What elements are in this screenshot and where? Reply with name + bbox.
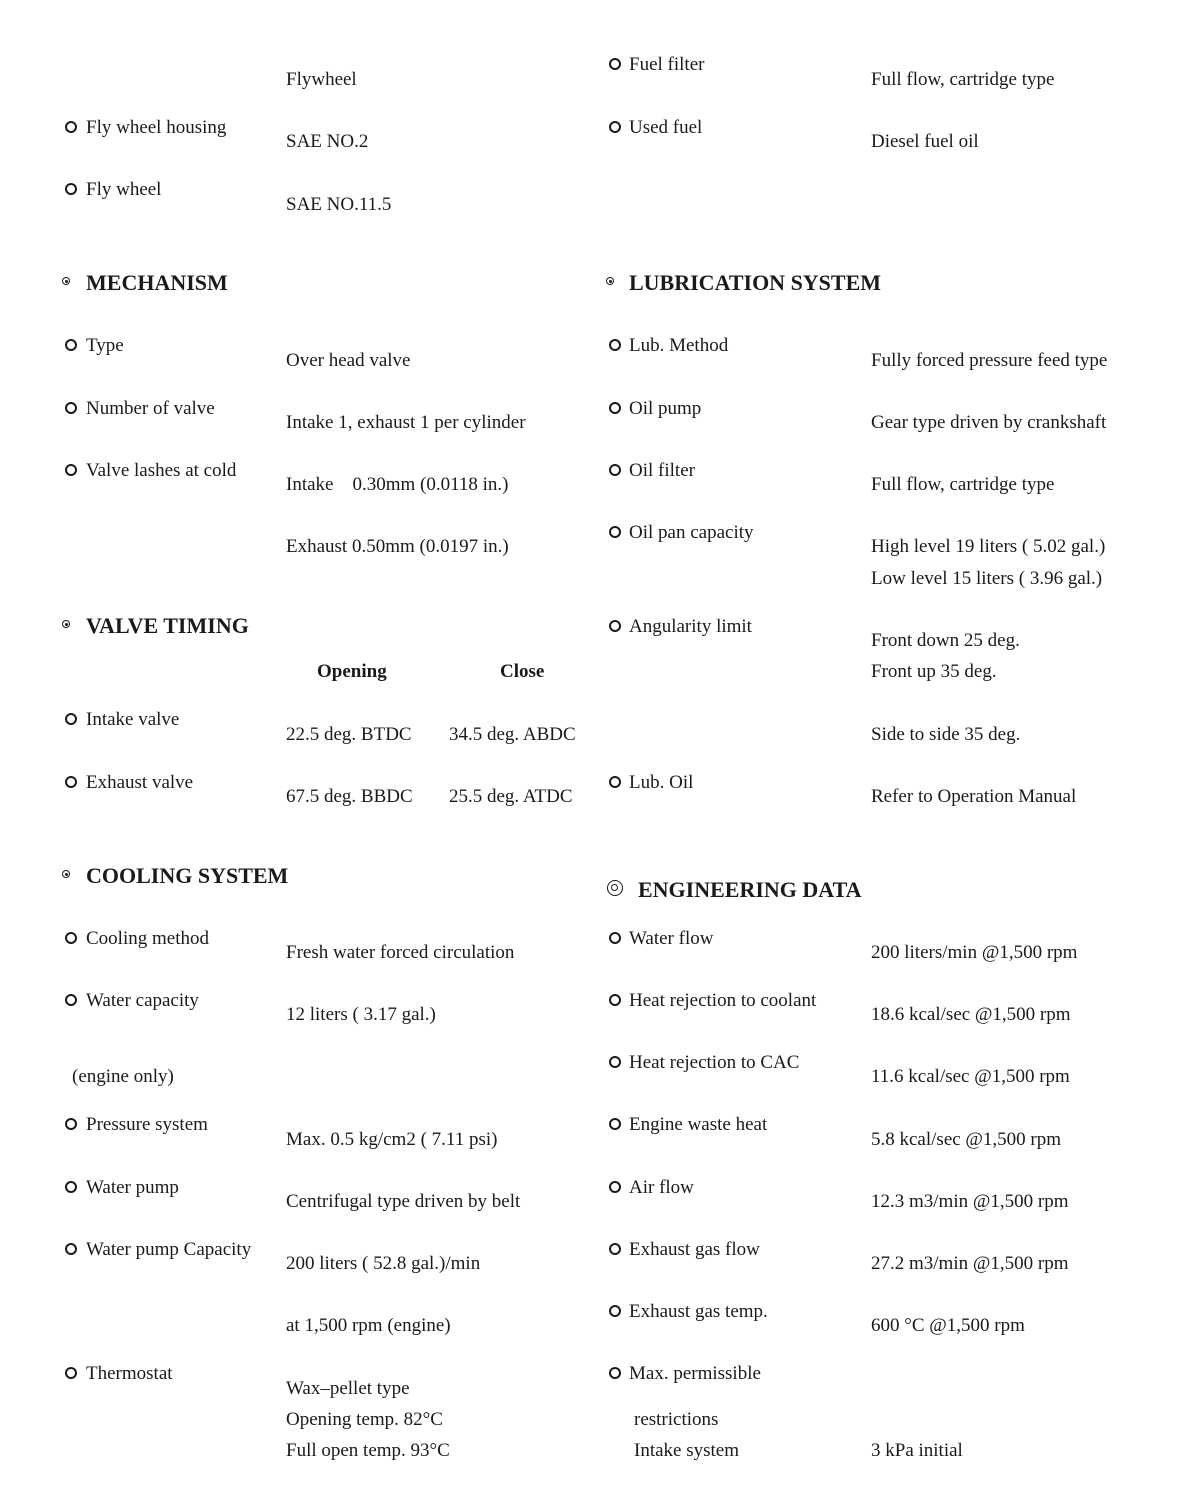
column-header-opening: Opening <box>317 661 387 682</box>
spec-label: Valve lashes at cold <box>86 460 237 481</box>
spec-value: Front down 25 deg. <box>871 630 1020 651</box>
spec-label: Cooling method <box>86 928 209 949</box>
spec-label: Water pump Capacity <box>86 1239 252 1260</box>
bullet-icon <box>609 1118 621 1130</box>
bullet-icon <box>65 1367 77 1379</box>
bullet-icon <box>609 402 621 414</box>
spec-label: Oil pump <box>629 398 702 419</box>
spec-label: Oil filter <box>629 460 695 481</box>
spec-value: 11.6 kcal/sec @1,500 rpm <box>871 1066 1070 1087</box>
bullet-icon <box>609 526 621 538</box>
bullet-icon <box>609 121 621 133</box>
spec-label: Fuel filter <box>629 54 705 75</box>
bullet-icon <box>65 339 77 351</box>
spec-value: 22.5 deg. BTDC <box>286 724 412 745</box>
bullet-icon <box>65 1118 77 1130</box>
section-title-lubrication: LUBRICATION SYSTEM <box>629 270 882 295</box>
spec-value: Low level 15 liters ( 3.96 gal.) <box>871 568 1103 589</box>
spec-value: Opening temp. 82°C <box>286 1409 443 1430</box>
spec-label: Fly wheel housing <box>86 117 227 138</box>
bullet-icon <box>609 1056 621 1068</box>
bullet-icon <box>65 464 77 476</box>
spec-label: Pressure system <box>86 1114 208 1135</box>
spec-sublabel: Intake system <box>634 1440 740 1461</box>
spec-value: 600 °C @1,500 rpm <box>871 1315 1025 1336</box>
spec-label: Water pump <box>86 1177 179 1198</box>
section-marker-icon <box>62 620 70 628</box>
spec-label: Fly wheel <box>86 179 162 200</box>
bullet-icon <box>65 1181 77 1193</box>
spec-value: 200 liters ( 52.8 gal.)/min <box>286 1253 481 1274</box>
bullet-icon <box>609 776 621 788</box>
spec-label: Angularity limit <box>629 616 752 637</box>
spec-value: Centrifugal type driven by belt <box>286 1191 521 1212</box>
spec-value: Refer to Operation Manual <box>871 786 1077 807</box>
spec-label: Number of valve <box>86 398 215 419</box>
spec-value: 67.5 deg. BBDC <box>286 786 413 807</box>
spec-value: High level 19 liters ( 5.02 gal.) <box>871 536 1106 557</box>
spec-value: 12.3 m3/min @1,500 rpm <box>871 1191 1069 1212</box>
bullet-icon <box>609 1367 621 1379</box>
spec-value: Full open temp. 93°C <box>286 1440 450 1461</box>
spec-value: Front up 35 deg. <box>871 661 997 682</box>
spec-value: 18.6 kcal/sec @1,500 rpm <box>871 1004 1071 1025</box>
bullet-icon <box>609 1181 621 1193</box>
spec-label: Heat rejection to CAC <box>629 1052 800 1073</box>
column-header-close: Close <box>500 661 545 682</box>
section-title-mechanism: MECHANISM <box>86 270 228 295</box>
bullet-icon <box>609 339 621 351</box>
section-marker-icon <box>62 277 70 285</box>
bullet-icon <box>65 1243 77 1255</box>
section-marker-icon <box>62 870 70 878</box>
spec-label: Exhaust gas flow <box>629 1239 760 1260</box>
section-title-engineering: ENGINEERING DATA <box>638 877 862 902</box>
spec-label: Lub. Method <box>629 335 729 356</box>
spec-value: Max. 0.5 kg/cm2 ( 7.11 psi) <box>286 1129 498 1150</box>
spec-label: Intake valve <box>86 709 180 730</box>
bullet-icon <box>609 1243 621 1255</box>
spec-label: Type <box>86 335 124 356</box>
spec-label: Exhaust valve <box>86 772 194 793</box>
spec-value: 3 kPa initial <box>871 1440 963 1461</box>
bullet-icon <box>609 58 621 70</box>
spec-value: Intake 1, exhaust 1 per cylinder <box>286 412 526 433</box>
spec-value: Intake 0.30mm (0.0118 in.) <box>286 474 509 495</box>
spec-value: Wax–pellet type <box>286 1378 410 1399</box>
bullet-icon <box>65 402 77 414</box>
bullet-icon <box>65 994 77 1006</box>
spec-label: Used fuel <box>629 117 703 138</box>
spec-value: Full flow, cartridge type <box>871 474 1055 495</box>
spec-label: Lub. Oil <box>629 772 694 793</box>
bullet-icon <box>609 620 621 632</box>
section-marker-icon <box>606 277 614 285</box>
spec-value: at 1,500 rpm (engine) <box>286 1315 451 1336</box>
spec-value: 25.5 deg. ATDC <box>449 786 573 807</box>
spec-value: 27.2 m3/min @1,500 rpm <box>871 1253 1069 1274</box>
spec-label: Engine waste heat <box>629 1114 768 1135</box>
spec-label: Exhaust gas temp. <box>629 1301 768 1322</box>
spec-label: Heat rejection to coolant <box>629 990 817 1011</box>
bullet-icon <box>65 121 77 133</box>
spec-value: Exhaust 0.50mm (0.0197 in.) <box>286 536 509 557</box>
bullet-icon <box>65 713 77 725</box>
bullet-icon <box>65 776 77 788</box>
spec-value: Fully forced pressure feed type <box>871 350 1108 371</box>
spec-sublabel: restrictions <box>634 1409 719 1430</box>
spec-value: 5.8 kcal/sec @1,500 rpm <box>871 1129 1062 1150</box>
spec-label: Air flow <box>629 1177 694 1198</box>
spec-value: Fresh water forced circulation <box>286 942 515 963</box>
spec-label: Oil pan capacity <box>629 522 754 543</box>
spec-value: SAE NO.11.5 <box>286 194 392 215</box>
spec-label: Water capacity <box>86 990 199 1011</box>
bullet-icon <box>609 1305 621 1317</box>
bullet-icon <box>65 932 77 944</box>
section-title-cooling: COOLING SYSTEM <box>86 863 289 888</box>
section-title-valve-timing: VALVE TIMING <box>86 613 249 638</box>
section-marker-icon <box>607 880 623 896</box>
spec-value: 200 liters/min @1,500 rpm <box>871 942 1078 963</box>
spec-value: Diesel fuel oil <box>871 131 979 152</box>
spec-value: 12 liters ( 3.17 gal.) <box>286 1004 436 1025</box>
spec-value: Side to side 35 deg. <box>871 724 1021 745</box>
bullet-icon <box>65 183 77 195</box>
spec-value: 34.5 deg. ABDC <box>449 724 576 745</box>
bullet-icon <box>609 464 621 476</box>
spec-label: Water flow <box>629 928 714 949</box>
spec-value: SAE NO.2 <box>286 131 369 152</box>
spec-note: (engine only) <box>72 1066 174 1087</box>
spec-value: Over head valve <box>286 350 411 371</box>
flywheel-header: Flywheel <box>286 69 357 90</box>
bullet-icon <box>609 932 621 944</box>
spec-label: Thermostat <box>86 1363 173 1384</box>
spec-value: Full flow, cartridge type <box>871 69 1055 90</box>
bullet-icon <box>609 994 621 1006</box>
spec-value: Gear type driven by crankshaft <box>871 412 1107 433</box>
spec-label: Max. permissible <box>629 1363 761 1384</box>
